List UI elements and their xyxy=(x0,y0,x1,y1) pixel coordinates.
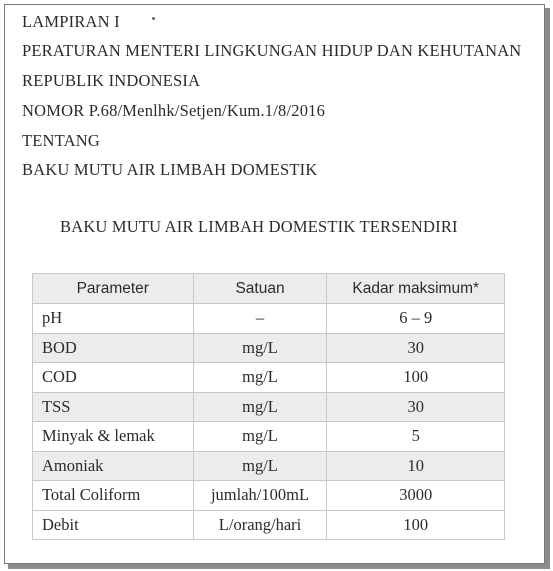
header-line-peraturan: PERATURAN MENTERI LINGKUNGAN HIDUP DAN KEHUTANAN xyxy=(22,41,522,60)
column-header-unit: Satuan xyxy=(193,274,327,304)
scan-dot xyxy=(152,17,155,20)
cell-parameter: COD xyxy=(33,363,194,393)
page-shadow-right xyxy=(545,8,550,568)
cell-value: 100 xyxy=(327,510,505,540)
table-row xyxy=(33,451,505,481)
table-row xyxy=(33,333,505,363)
cell-value: 30 xyxy=(327,333,505,363)
table-row xyxy=(33,510,505,540)
table-row xyxy=(33,363,505,393)
table-row xyxy=(33,392,505,422)
cell-unit: mg/L xyxy=(193,363,327,393)
table-row xyxy=(33,481,505,511)
cell-value: 100 xyxy=(327,363,505,393)
cell-parameter: Amoniak xyxy=(33,451,194,481)
column-header-max-level: Kadar maksimum* xyxy=(327,274,505,304)
cell-parameter: BOD xyxy=(33,333,194,363)
document-title: BAKU MUTU AIR LIMBAH DOMESTIK TERSENDIRI xyxy=(60,217,458,236)
table-header-row xyxy=(33,274,505,304)
cell-value: 6 – 9 xyxy=(327,304,505,334)
header-line-lampiran: LAMPIRAN I xyxy=(22,12,120,31)
cell-unit: L/orang/hari xyxy=(193,510,327,540)
cell-unit: – xyxy=(193,304,327,334)
cell-value: 5 xyxy=(327,422,505,452)
cell-unit: mg/L xyxy=(193,333,327,363)
cell-parameter: TSS xyxy=(33,392,194,422)
cell-value: 10 xyxy=(327,451,505,481)
header-line-tentang: TENTANG xyxy=(22,131,100,150)
cell-parameter: Minyak & lemak xyxy=(33,422,194,452)
table-row xyxy=(33,422,505,452)
column-header-parameter: Parameter xyxy=(33,274,194,304)
cell-unit: mg/L xyxy=(193,451,327,481)
cell-value: 30 xyxy=(327,392,505,422)
table-row xyxy=(33,304,505,334)
cell-unit: mg/L xyxy=(193,422,327,452)
cell-unit: mg/L xyxy=(193,392,327,422)
cell-unit: jumlah/100mL xyxy=(193,481,327,511)
header-line-subject: BAKU MUTU AIR LIMBAH DOMESTIK xyxy=(22,160,318,179)
cell-parameter: Debit xyxy=(33,510,194,540)
page-shadow-bottom xyxy=(8,564,550,569)
header-line-nomor: NOMOR P.68/Menlhk/Setjen/Kum.1/8/2016 xyxy=(22,101,326,120)
cell-parameter: Total Coliform xyxy=(33,481,194,511)
cell-parameter: pH xyxy=(33,304,194,334)
cell-value: 3000 xyxy=(327,481,505,511)
header-line-republik: REPUBLIK INDONESIA xyxy=(22,71,201,90)
quality-standard-table xyxy=(32,273,505,540)
